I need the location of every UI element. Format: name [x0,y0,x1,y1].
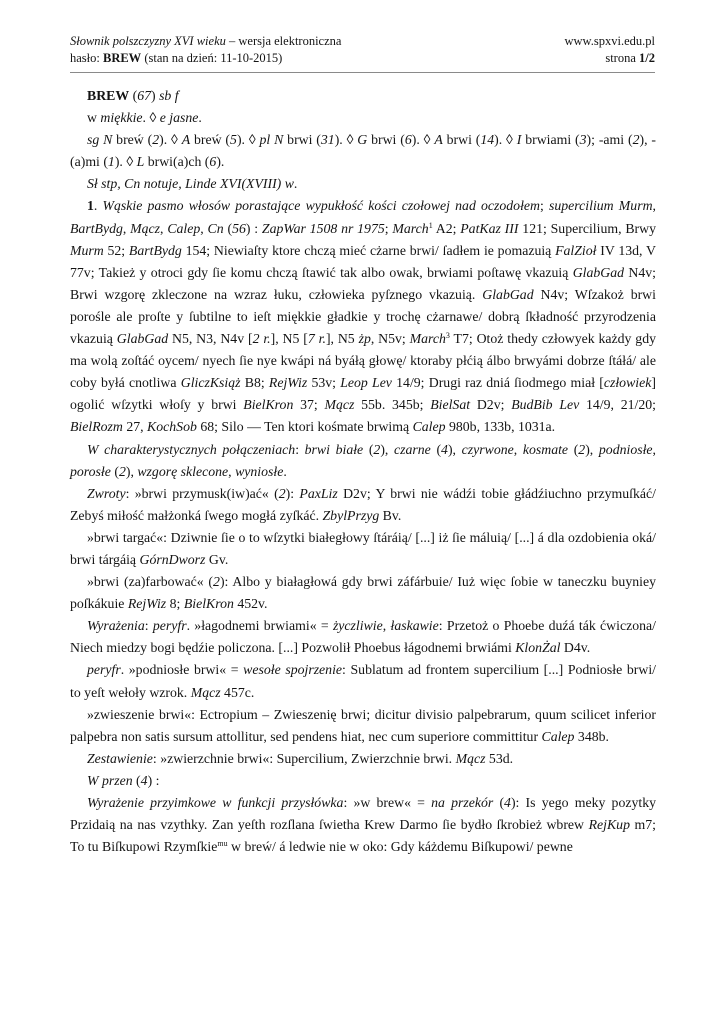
text-run: Zwroty [87,485,126,501]
text-run: ), [125,463,138,479]
page-label: strona [605,51,640,65]
text-run: »zwieszenie brwi«: Ectropium – Zwieszenię brwi; dicitur divisio palpebrarum, quum scilicet inferior palpebra non satis sursum attollitur, sed pendens hiat, nec cum superiore committitur [70,706,656,744]
text-run: 6 [404,132,412,148]
text-run: Mącz [130,220,161,236]
text-run: peryfr [87,662,121,678]
text-run: 2 [373,441,381,457]
text-run: ZapWar 1508 nr 1975 [261,220,385,236]
text-run: brwi(a)ch ( [144,154,210,170]
text-run: Sł stp, Cn notuje, Linde XVI(XVIII) w [87,176,294,192]
text-run: 2 [152,132,160,148]
text-run: żp [358,331,371,347]
text-run: IV 13d, V 77v; Takież y otroci gdy ſie komu chczą ſtawić tak albo owak, brwiami poſtawę vkazuią [70,242,656,280]
text-run: mu [217,839,228,849]
text-run: ( [363,441,374,457]
text-run: . [198,110,202,126]
text-run: BielRozm [70,419,123,435]
text-run: T7; Otoż thedy człowyek każdy gdy ma wolą zoſtáć oycem/ nyech ſie nye kwápi ná byáłą głowę/ ktoraby płćią álbo brwyámi dobrze ſtáłá/ ale coby byłá cnotliwa [70,331,656,391]
text-run: 3 [579,132,587,148]
text-run: KlonŻal [515,640,561,656]
text-run: ), [447,441,462,457]
text-run: brwi białe [304,441,364,457]
text-run: . »łagodnemi brwiami« = [186,618,333,634]
text-run: ); -ami ( [586,132,633,148]
text-run: RejWiz [268,375,308,391]
dictionary-entry [70,85,656,858]
text-run: , [200,220,208,236]
text-run: . [93,198,103,214]
text-run: W charakterystycznych połączeniach [87,441,296,457]
text-run: 2 [213,574,220,590]
text-run: , [382,618,391,634]
text-run: ( [110,463,119,479]
text-run: RejWiz [127,596,167,612]
text-run: March [392,220,429,236]
text-run: 52; [103,242,129,258]
entry-pronunciation-line [70,107,656,129]
text-run: 2 r. [252,331,271,347]
text-run: ( [223,220,233,236]
text-run: w [87,110,101,126]
text-run: ( [568,441,579,457]
text-run: Gv. [205,551,229,567]
site-url[interactable]: www.spxvi.edu.pl [564,34,655,48]
text-run: GlabGad [572,264,625,280]
dictionary-version: – wersja elektroniczna [225,34,342,48]
text-run: ; [540,198,550,214]
text-run: 2 [278,485,286,501]
text-run: BielKron [183,596,234,612]
text-run: , [228,463,236,479]
text-run: 121; Supercilium, Brwy [518,220,656,236]
text-run: ): Is yego meky pozytky Przidaią na nas vzythky. Zan yeſth rozſlana ſwietha Krew Darmo ſie bydło ſkrobież wbrew [70,795,656,833]
haslo-state: (stan na dzień: 11-10-2015) [141,51,283,65]
text-run: breẃ ( [190,132,231,148]
text-run: 6 [209,154,217,170]
text-run: BielKron [243,397,294,413]
prepositional-phrase-w-brew [70,792,656,858]
text-run: 14 [480,132,495,148]
text-run: Mącz [455,750,486,766]
text-run: . [283,463,287,479]
text-run: Leop Lev [340,375,392,391]
text-run: peryfr [152,618,187,634]
text-run: L [136,154,145,170]
text-run: . ◊ [142,110,160,126]
text-run: wyniosłe [235,463,284,479]
dictionary-title [70,33,341,50]
text-run: : »w brew« = [343,795,432,810]
expression-podniosle-brwi [70,659,656,703]
page-indicator [605,50,655,67]
haslo-word: BREW [102,51,142,65]
text-run: A [434,132,443,148]
text-run: ), -(a)mi ( [70,132,656,170]
text-run: m7; To tu Biſkupowi Rzymſkie [70,817,657,855]
text-run: »brwi targać«: Dziwnie ſie o to wſzytki białegłowy ſtáráią/ [...] iż ſie máluią/ [...] á dla ozdobienia oká/ brwi tárgáią [70,529,656,567]
text-run: : [144,618,153,634]
text-run: brwi ( [442,132,481,148]
text-run: 980b, 133b, 1031a. [445,419,556,435]
text-run: brwiami ( [521,132,580,148]
text-run: . [293,176,298,192]
text-run: ), [380,441,395,457]
text-run: supercilium Murm [549,198,653,214]
header-row-top [70,33,655,50]
text-run: 457c. [220,684,255,700]
text-run: 5 [230,132,237,148]
text-run: BartBydg [128,242,182,258]
text-run: ): [285,485,300,501]
text-run: March [409,331,446,347]
text-run: ), [585,441,599,457]
compound-zwierzchnie-brwi [70,748,656,770]
text-run: , [652,441,656,457]
text-run: ). ◊ [494,132,517,148]
phrase-zafarbowac [70,571,656,615]
text-run: 154; Niewiaſty ktore chczą mieć cżarne brwi/ ſadłem ie pomazuią [181,242,556,258]
text-run: miękkie [100,110,143,126]
text-run: 452v. [233,596,268,612]
text-run: 56 [232,220,246,236]
text-run: 4 [140,772,148,788]
text-run: 2 [632,132,640,148]
text-run: : Sublatum ad frontem supercilium [...] Podniosłe brwi/ to yeſt wełoły wzrok. [70,662,657,700]
expression-zwieszenie-brwi [70,704,656,748]
text-run: 2 [578,441,586,457]
text-run: : »brwi przymusk(iw)ać« ( [125,485,279,501]
text-run: 1 [428,220,433,230]
figurative-heading [70,770,656,792]
text-run: ( [430,441,442,457]
text-run: 1 [87,198,94,214]
text-run: ] ogolić wſzytki włoſy y brwi [70,375,656,413]
text-run: sb f [159,88,179,103]
text-run: brwi ( [283,132,321,148]
text-run: ( [129,88,138,103]
entry-info [70,50,282,67]
text-run: wesołe spojrzenie [243,662,343,678]
text-run: , [122,220,131,236]
text-run: 7 r. [307,331,326,347]
text-run: 53v; [307,375,341,391]
text-run: , [652,198,656,214]
text-run: w breẃ/ á ledwie nie w oko: Gdy káżdemu Biſkupowi/ pewne [227,839,573,855]
text-run: 68; Silo — Ten ktori kośmate brwimą [196,419,413,435]
text-run: sg N [87,132,113,148]
text-run: . »podniosłe brwi« = [120,662,244,678]
text-run: człowiek [603,375,652,391]
text-run: GlabGad [116,331,169,347]
text-run: ). ◊ [159,132,182,148]
text-run: N4v; Wſzakoż brwi porośle ale proſte y ſubtilne to ieſt miękkie gładkie y trochę cżarnawe/ dobrą ſkładność przyrodzenia vkazuią [70,286,656,347]
entry-headword-line [70,85,656,107]
text-run: breẃ ( [112,132,153,148]
text-run: : »zwierzchnie brwi«: Supercilium, Zwierzchnie brwi. [152,750,456,766]
text-run: ). ◊ [334,132,358,148]
text-run: A2; [432,220,461,236]
text-run: e jasne [159,110,199,126]
header-row-bottom [70,50,655,67]
text-run: 8; [166,596,184,612]
text-run: »brwi (za)farbować« ( [87,574,214,590]
text-run: 53d. [485,750,514,766]
text-run: FalZioł [555,242,597,258]
text-run: życzliwie [332,618,383,634]
text-run: Calep [412,419,446,435]
text-run: , N5v; [370,331,410,347]
text-run: ). ◊ [236,132,260,148]
phrase-przymuskac [70,483,656,527]
text-run: 3 [445,331,450,341]
text-run: 31 [320,132,335,148]
text-run: 14/9, 21/20; [579,397,656,413]
text-run: RejKup [588,817,630,833]
text-run: G [357,132,368,148]
text-run: 37; [293,397,325,413]
text-run: Mącz [324,397,355,413]
text-run: ): Albo y białagłowá gdy brwi záfárbuie/ Iuż więc ſobie w taneczku buyniey poſkákuie [70,574,656,612]
text-run: 55b. 345b; [354,397,431,413]
text-run: D2v; Y brwi nie wádźi tobie głádźiuchno przymuſkáć/ Zebyś miłość małżonká ſwego mogłá zyſkáć. [70,485,656,523]
text-run: ) : [245,220,262,236]
text-run: W przen [87,772,133,788]
header-divider [70,72,655,73]
text-run: 2 [118,463,126,479]
text-run: 1 [107,154,115,170]
phrase-targac [70,527,656,571]
text-run: łaskawie [390,618,439,634]
text-run: Murm [70,242,104,258]
text-run: czarne [394,441,431,457]
text-run: , [513,441,523,457]
text-run: ], N5 [ [270,331,308,347]
text-run: A [181,132,191,148]
text-run: BREW [87,88,130,103]
text-run: ) [151,88,160,103]
text-run: PaxLiz [299,485,338,501]
text-run: GliczKsiąż [180,375,241,391]
text-run: 348b. [574,728,609,744]
text-run: BartBydg [70,220,123,236]
text-run: porosłe [70,463,111,479]
page-header [70,33,655,73]
haslo-label: hasło: [70,51,103,65]
text-run: Wyrażenie przyimkowe w funkcji przysłówka [87,795,344,810]
text-run: I [516,132,522,148]
text-run: ). [216,154,225,170]
text-run: B8; [240,375,269,391]
text-run: : [295,441,305,457]
text-run: 27, [122,419,148,435]
text-run: Cn [207,220,224,236]
text-run: D4v. [560,640,591,656]
text-run: D2v; [470,397,512,413]
text-run: 14/9; Drugi raz dniá ſiodmego miał [ [391,375,604,391]
page-number: 1/2 [639,51,655,65]
text-run: Zestawienie [87,750,153,766]
text-run: KochSob [147,419,197,435]
text-run: ZbylPrzyg [322,507,380,523]
entry-sources-line [70,173,656,195]
text-run: ) : [147,772,160,788]
text-run: Mącz [190,684,221,700]
text-run: na przekór [431,795,494,810]
text-run: ). ◊ [114,154,137,170]
text-run: czyrwone [461,441,514,457]
text-run: brwi ( [367,132,405,148]
text-run: Calep [541,728,575,744]
text-run: N4v; Brwi wzgorę zkleczone na wzraz łuku, człowieka pyſznego vkazuią. [70,264,656,302]
text-run: pl N [259,132,284,148]
text-run: ; [384,220,393,236]
text-run: ], N5 [325,331,359,347]
text-run: , [160,220,168,236]
text-run: ( [132,772,141,788]
text-run: BudBib Lev [511,397,580,413]
text-run: kosmate [522,441,569,457]
text-run: podniosłe [598,441,653,457]
text-run: N5, N3, N4v [ [168,331,253,347]
text-run: wzgorę sklecone [137,463,229,479]
sense-1-definition [70,195,656,438]
text-run: 4 [504,795,511,810]
text-run: GlabGad [482,286,534,302]
text-run: 4 [441,441,448,457]
text-run: BielSat [430,397,471,413]
collocations-paragraph [70,439,656,483]
text-run: ). ◊ [411,132,435,148]
text-run: : Przetoż o Phoebe duźá ták ćwiczona/ Niech miedzy bogi będźie policzona. [...] Pozwolił Phoebus łágodnemi brwiámi [70,618,656,656]
dictionary-name: Słownik polszczyzny XVI wieku [70,34,226,48]
text-run: ( [493,795,505,810]
text-run: GórnDworz [139,551,206,567]
text-run: Wąskie pasmo włosów porastające wypukłość kości czołowej nad oczodołem [102,198,541,214]
text-run: PatKaz III [460,220,519,236]
text-run: Wyrażenia [87,618,145,634]
text-run: 67 [137,88,152,103]
text-run: Bv. [379,507,402,523]
entry-inflection-line [70,129,656,173]
text-run: Calep [167,220,201,236]
expression-lagodnemi-brwiami [70,615,656,659]
